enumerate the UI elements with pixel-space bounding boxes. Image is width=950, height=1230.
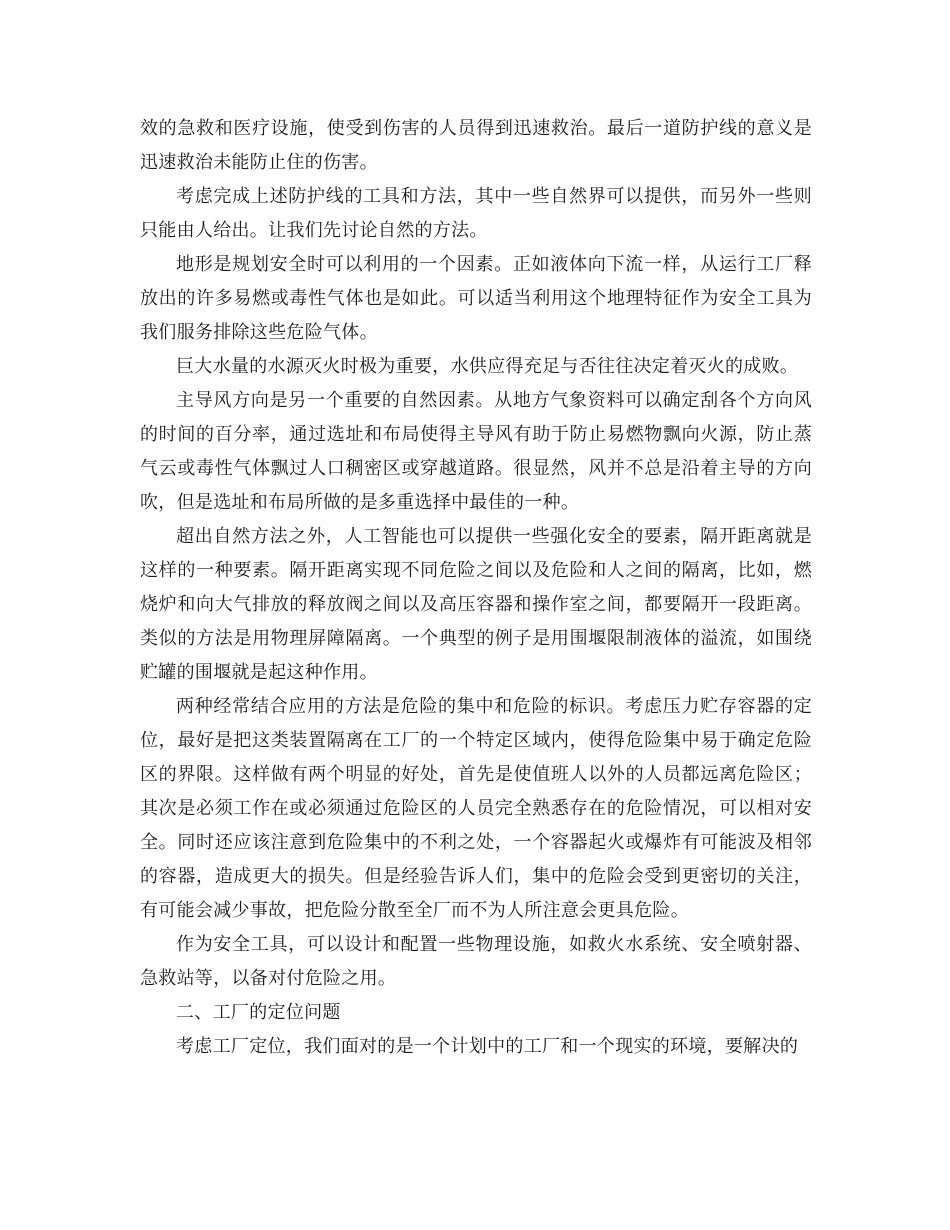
paragraph-5: 主导风方向是另一个重要的自然因素。从地方气象资料可以确定刮各个方向风的时间的百分率，通过选址和布局使得主导风有助于防止易燃物飘向火源，防止蒸气云或毒性气体飘过人口稠密区或穿越道路。很显然，风并不总是沿着主导的方向吹，但是选址和布局所做的是多重选择中最佳的一种。 <box>140 390 812 513</box>
document-body <box>140 112 812 1064</box>
paragraph-7: 两种经常结合应用的方法是危险的集中和危险的标识。考虑压力贮存容器的定位，最好是把这类装置隔离在工厂的一个特定区域内，使得危险集中易于确定危险区的界限。这样做有两个明显的好处，首先是使值班人以外的人员都远离危险区；其次是必须工作在或必须通过危险区的人员完全熟悉存在的危险情况，可以相对安全。同时还应该注意到危险集中的不利之处，一个容器起火或爆炸有可能波及相邻的容器，造成更大的损失。但是经验告诉人们，集中的危险会受到更密切的关注，有可能会减少事故，把危险分散至全厂而不为人所注意会更具危险。 <box>140 696 812 921</box>
section-heading: 二、工厂的定位问题 <box>176 1002 341 1023</box>
paragraph-2: 考虑完成上述防护线的工具和方法，其中一些自然界可以提供，而另外一些则只能由人给出。让我们先讨论自然的方法。 <box>140 186 812 241</box>
paragraph-10: 考虑工厂定位，我们面对的是一个计划中的工厂和一个现实的环境，要解决的 <box>176 1036 799 1057</box>
paragraph-8: 作为安全工具，可以设计和配置一些物理设施，如救火水系统、安全喷射器、急救站等，以备对付危险之用。 <box>140 934 812 989</box>
paragraph-3: 地形是规划安全时可以利用的一个因素。正如液体向下流一样，从运行工厂释放出的许多易燃或毒性气体也是如此。可以适当利用这个地理特征作为安全工具为我们服务排除这些危险气体。 <box>140 254 812 343</box>
paragraph-1: 效的急救和医疗设施，使受到伤害的人员得到迅速救治。最后一道防护线的意义是迅速救治未能防止住的伤害。 <box>140 118 812 173</box>
paragraph-6: 超出自然方法之外，人工智能也可以提供一些强化安全的要素，隔开距离就是这样的一种要素。隔开距离实现不同危险之间以及危险和人之间的隔离，比如，燃烧炉和向大气排放的释放阀之间以及高压容器和操作室之间，都要隔开一段距离。类似的方法是用物理屏障隔离。一个典型的例子是用围堰限制液体的溢流，如围绕贮罐的围堰就是起这种作用。 <box>140 526 812 683</box>
paragraph-4: 巨大水量的水源灭火时极为重要，水供应得充足与否往往决定着灭火的成败。 <box>176 356 799 377</box>
